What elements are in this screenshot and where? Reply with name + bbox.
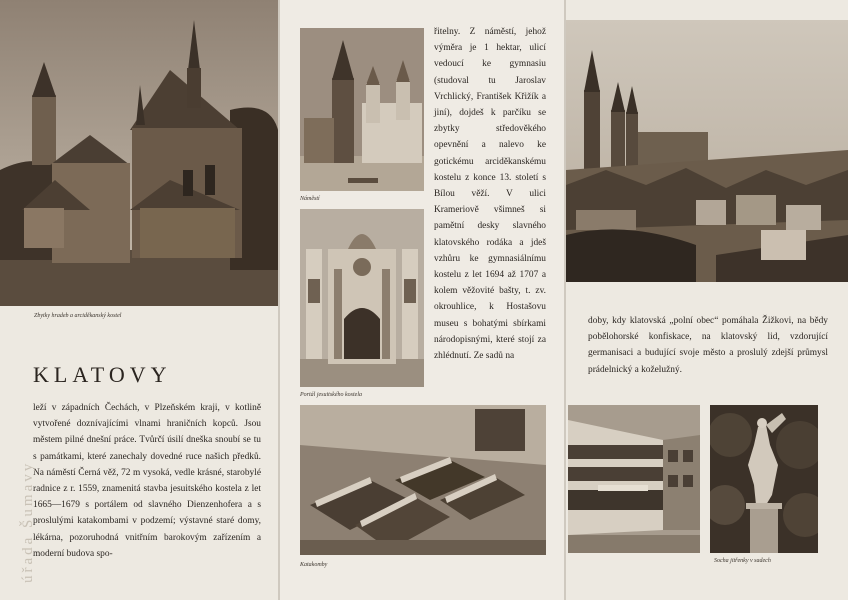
photo-jesuit-portal: [300, 209, 424, 387]
photo-catacombs: [300, 405, 546, 555]
right-paragraph: doby, kdy klatovská „polní obec“ pomáhala Žižkovi, na bědy pobělohorské konfiskace, na klatovský lid, vzdorující germanisaci a budující svoje město a proslulý zdejší průmysl prádelnický a koželužný.: [588, 316, 828, 375]
photo-modern-building: [568, 405, 700, 553]
photo-castle-walls: [0, 0, 278, 306]
photo-statue: [710, 405, 818, 553]
caption-castle: Zbytky hradeb a arciděkanský kostel: [34, 313, 122, 319]
middle-panel: [280, 0, 564, 600]
photo-town-panorama: [566, 20, 848, 282]
intro-paragraph: leží v západních Čechách, v Plzeňském kraji, v kotlině vytvořené doznívajícími vlnami hraničních kopců. Jsou městem pilné dnešní práce. Tvůrčí úsilí dneška snoubí se tu s památkami, které zanechaly dovedné ruce našich předků. Na náměstí Černá věž, 72 m vysoká, vedle krásné, starobylé radnice z r. 1559, znamenitá stavba jesuitského kostela z let 1665—1679 s portálem od slavného Dienzenhofera a s proslulými katakombami v podzemí; výstavné staré domy, lékárna, pozoruhodná vnitřním barokovým zařízením a moderní budova spo-: [33, 403, 261, 559]
right-panel: [566, 0, 848, 600]
photo-town-square: [300, 28, 424, 191]
left-panel: [0, 0, 278, 600]
page-title: KLATOVY: [33, 362, 172, 387]
svg-text:úřada Šumavy: úřada Šumavy: [20, 460, 36, 583]
caption-statue: Socha jitřenky v sadech: [714, 558, 771, 564]
caption-portal: Portál jesuitského kostela: [300, 392, 362, 398]
middle-paragraph: řitelny. Z náměstí, jehož výměra je 1 hektar, ulicí vedoucí ke gymnasiu (studoval tu Jaroslav Vrchlický, František Křižík a jiní), dojdeš k parčíku se zbytky středověkého opevnění a nalevo ke gotickému arciděkanskému kostelu z konce 13. století s Bílou věží. V ulici Krameriově všimneš si pamětní desky slavného klatovského rodáka a jdeš vzhůru ke gymnasiálnímu kostelu z let 1694 až 1707 a kolem věžovité bašty, t. zv. okrouhlice, k Hostašovu museu s bohatými sbírkami národopisnými, které stojí za zhlédnutí. Ze sadů na: [434, 27, 546, 362]
watermark-stamp: [14, 448, 44, 588]
caption-square: Náměstí: [300, 196, 320, 202]
caption-catacombs: Katakomby: [300, 562, 328, 568]
